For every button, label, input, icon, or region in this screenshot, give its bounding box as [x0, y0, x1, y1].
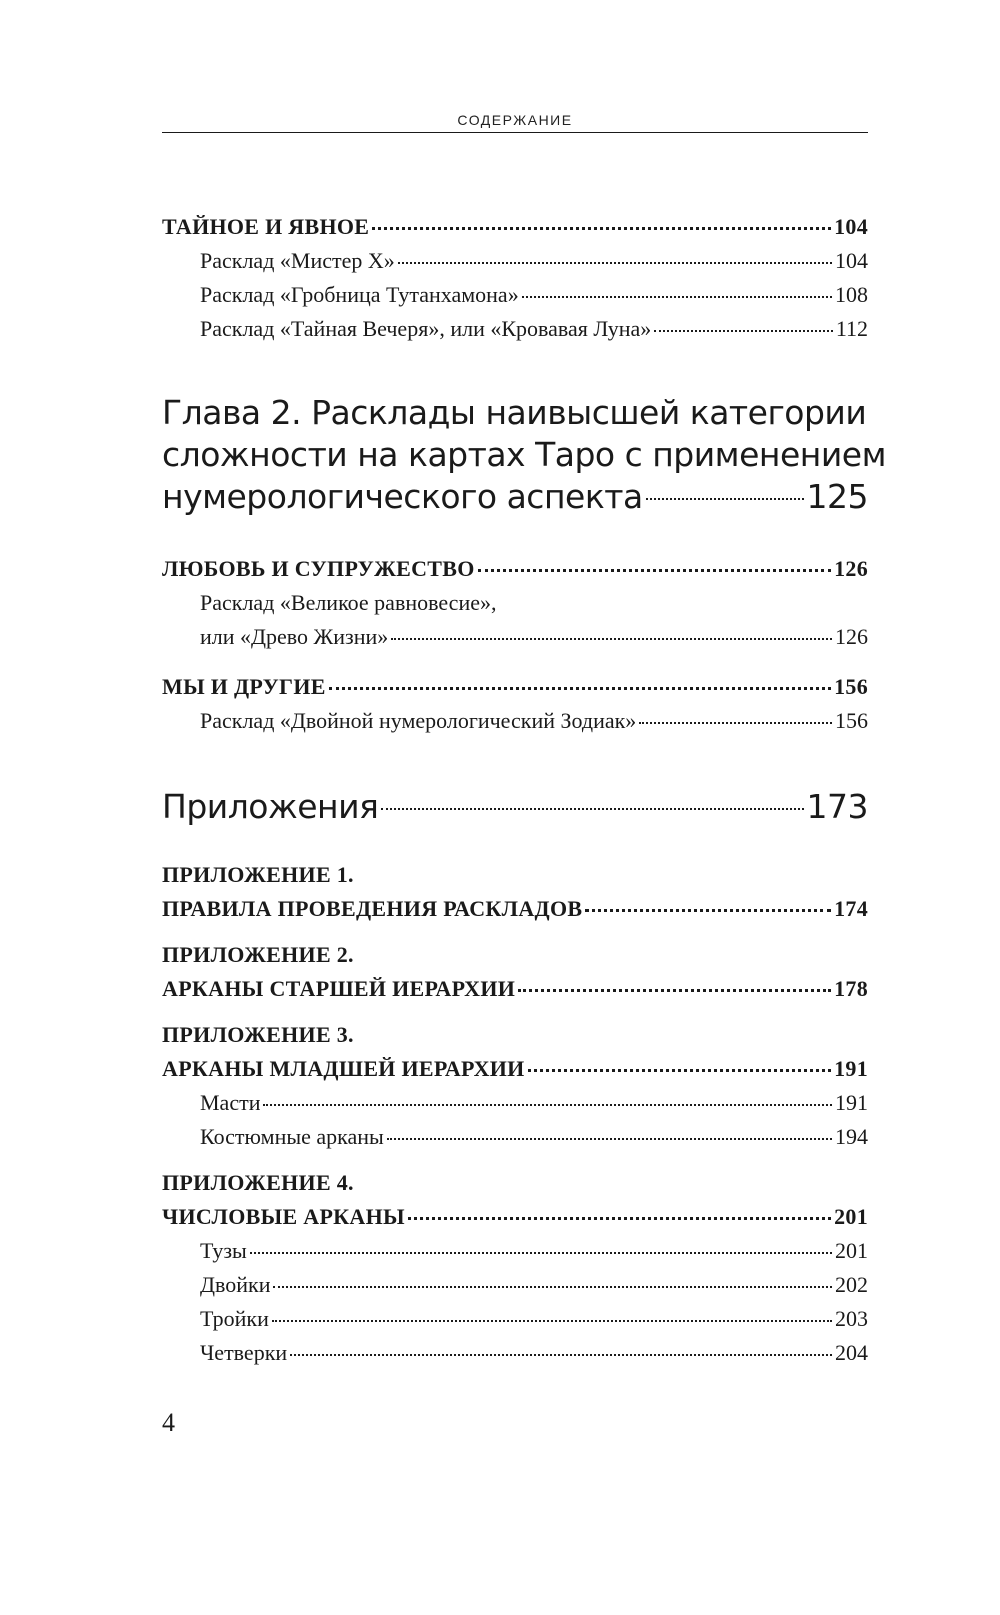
toc-chapter-2[interactable] [162, 392, 886, 518]
header-rule [162, 132, 868, 133]
toc-item[interactable] [162, 1336, 868, 1370]
toc-page-number: 191 [835, 1090, 868, 1115]
toc-section[interactable] [162, 670, 868, 704]
toc-page-number: 125 [806, 477, 868, 516]
toc-item-title: или «Древо Жизни» [200, 624, 389, 649]
toc-section-title: ТАЙНОЕ И ЯВНОЕ [162, 214, 370, 239]
toc-item[interactable] [162, 1268, 868, 1302]
toc-item-title: Тузы [200, 1238, 247, 1263]
appendices-title: Приложения [162, 787, 379, 826]
appendix-title-line [162, 1052, 868, 1086]
appendices-line [162, 786, 868, 828]
toc-appendix-4[interactable] [162, 1166, 868, 1234]
appendix-title: ПРАВИЛА ПРОВЕДЕНИЯ РАСКЛАДОВ [162, 896, 583, 921]
dot-leader [646, 498, 804, 500]
toc-item[interactable] [162, 1234, 868, 1268]
appendix-title: АРКАНЫ СТАРШЕЙ ИЕРАРХИИ [162, 976, 516, 1001]
toc-page-number: 104 [834, 214, 868, 239]
toc-page-number: 203 [835, 1306, 868, 1331]
toc-page-number: 174 [834, 896, 868, 921]
appendix-number: ПРИЛОЖЕНИЕ 4. [162, 1170, 354, 1195]
toc-item[interactable] [162, 620, 868, 654]
toc-page-number: 202 [835, 1272, 868, 1297]
toc-item[interactable] [162, 312, 868, 346]
toc-item-title: Расклад «Гробница Тутанхамона» [200, 282, 519, 307]
toc-item[interactable] [162, 278, 868, 312]
toc-section-title: ЛЮБОВЬ И СУПРУЖЕСТВО [162, 556, 475, 581]
toc-page-number: 191 [834, 1056, 868, 1081]
toc-page-number: 156 [835, 708, 868, 733]
dot-leader [250, 1252, 832, 1254]
toc-page-number: 204 [835, 1340, 868, 1365]
toc-appendix-2[interactable] [162, 938, 868, 1006]
toc-page-number: 126 [834, 556, 868, 581]
toc-page-number: 201 [834, 1204, 868, 1229]
toc-item[interactable] [162, 1302, 868, 1336]
dot-leader [263, 1104, 832, 1106]
dot-leader [522, 296, 832, 298]
toc-page-number: 194 [835, 1124, 868, 1149]
dot-leader [528, 1069, 832, 1072]
dot-leader [381, 808, 803, 810]
dot-leader [391, 638, 832, 640]
dot-leader [408, 1217, 831, 1220]
header-title: СОДЕРЖАНИЕ [451, 112, 578, 128]
dot-leader [290, 1354, 832, 1356]
dot-leader [398, 262, 832, 264]
toc-item[interactable] [162, 244, 868, 278]
toc-item-title: Двойки [200, 1272, 271, 1297]
appendix-title: АРКАНЫ МЛАДШЕЙ ИЕРАРХИИ [162, 1056, 525, 1081]
toc-item[interactable] [162, 704, 868, 738]
chapter-title-line-3 [162, 476, 868, 518]
appendix-number: ПРИЛОЖЕНИЕ 2. [162, 942, 354, 967]
toc-page-number: 173 [806, 787, 868, 826]
toc-item[interactable] [162, 1086, 868, 1120]
toc-item[interactable] [162, 1120, 868, 1154]
chapter-title-line-2: сложности на картах Таро с применением [162, 435, 886, 474]
dot-leader [272, 1320, 832, 1322]
toc-item-title: Костюмные арканы [200, 1124, 384, 1149]
toc-item-title: Масти [200, 1090, 261, 1115]
dot-leader [372, 227, 831, 230]
dot-leader [639, 722, 832, 724]
toc-item-line-1[interactable]: Расклад «Великое равновесие», [200, 590, 497, 615]
toc-appendix-3[interactable] [162, 1018, 868, 1086]
chapter-title-line-1: Глава 2. Расклады наивысшей категории [162, 393, 867, 432]
appendix-title: ЧИСЛОВЫЕ АРКАНЫ [162, 1204, 405, 1229]
dot-leader [329, 687, 831, 690]
toc-item-title: Расклад «Двойной нумерологический Зодиак» [200, 708, 637, 733]
table-of-contents [162, 210, 886, 1370]
toc-item-title: Расклад «Мистер Х» [200, 248, 395, 273]
dot-leader [518, 989, 831, 992]
toc-page-number: 126 [835, 624, 868, 649]
toc-page-number: 178 [834, 976, 868, 1001]
dot-leader [585, 909, 831, 912]
dot-leader [654, 330, 833, 332]
appendix-title-line [162, 1200, 868, 1234]
page-number: 4 [162, 1408, 175, 1437]
appendix-title-line [162, 892, 868, 926]
toc-appendix-1[interactable] [162, 858, 868, 926]
appendix-title-line [162, 972, 868, 1006]
appendix-number: ПРИЛОЖЕНИЕ 3. [162, 1022, 354, 1047]
running-header [162, 108, 868, 134]
appendix-number: ПРИЛОЖЕНИЕ 1. [162, 862, 354, 887]
toc-appendices[interactable] [162, 786, 868, 828]
toc-page-number: 112 [835, 316, 868, 341]
toc-page-number: 108 [835, 282, 868, 307]
toc-section-title: МЫ И ДРУГИЕ [162, 674, 326, 699]
dot-leader [478, 569, 831, 572]
toc-section[interactable] [162, 210, 868, 244]
dot-leader [273, 1286, 832, 1288]
toc-item-title: Четверки [200, 1340, 288, 1365]
toc-page-number: 156 [834, 674, 868, 699]
toc-page-number: 201 [835, 1238, 868, 1263]
dot-leader [387, 1138, 832, 1140]
toc-section[interactable] [162, 552, 868, 586]
chapter-title-last-line: нумерологического аспекта [162, 477, 643, 516]
toc-page-number: 104 [835, 248, 868, 273]
toc-item-title: Тройки [200, 1306, 269, 1331]
toc-item-title: Расклад «Тайная Вечеря», или «Кровавая Луна» [200, 316, 652, 341]
